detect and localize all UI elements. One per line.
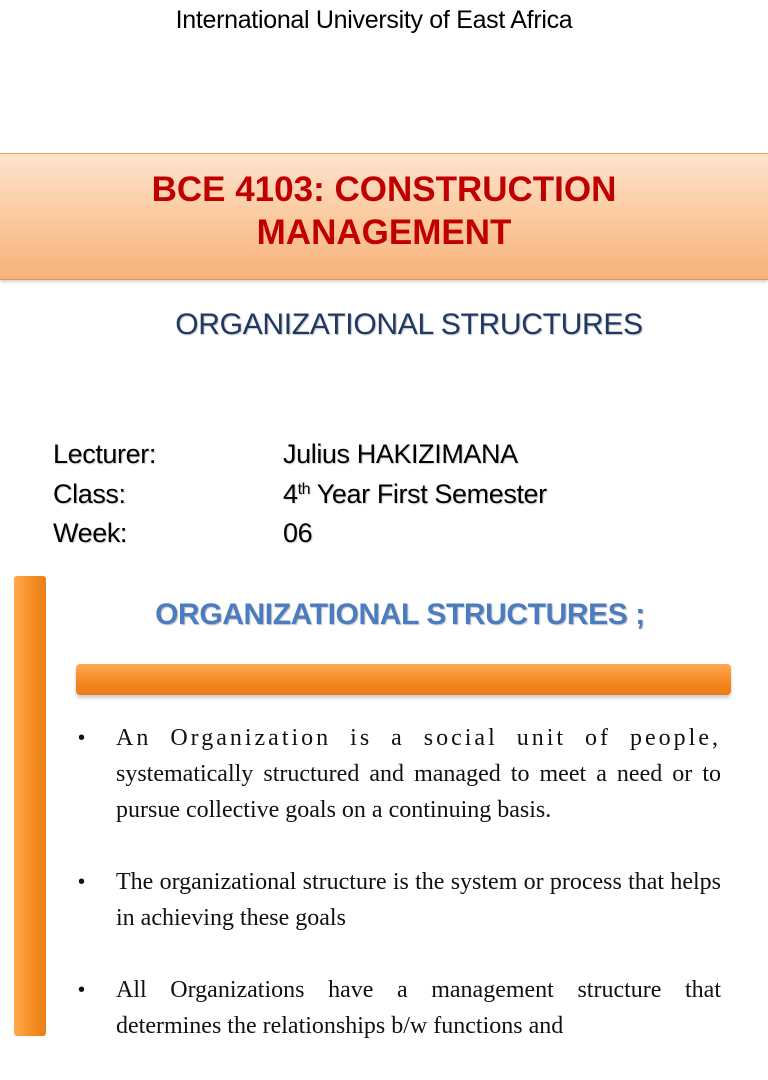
lecturer-label: Lecturer: [53,439,156,469]
week-label: Week: [53,518,128,548]
university-name: International University of East Africa [175,6,573,34]
orange-side-bar [14,576,46,1036]
bullet-1-rest: systematically structured and managed to meet a need or to pursue collective goals on a continuing basis. [116,761,721,823]
bullet-list [78,720,721,1080]
class-label: Class: [53,478,126,509]
bullet-item [78,720,721,828]
week-value: 06 [283,518,313,548]
class-value [283,476,547,512]
class-description: Year First Semester [310,478,547,509]
section-title: ORGANIZATIONAL STRUCTURES ; [155,598,645,631]
course-title [0,168,768,254]
slide-subtitle: ORGANIZATIONAL STRUCTURES [175,308,643,341]
course-title-line1: BCE 4103: CONSTRUCTION [151,170,617,209]
class-ordinal-suffix: th [297,480,311,498]
class-number: 4 [283,478,298,509]
bullet-item: • The organizational structure is the system or process that helps in achieving these goals [78,864,721,936]
lecturer-value: Julius HAKIZIMANA [283,439,518,469]
orange-divider-bar [76,664,731,695]
title-band [0,153,768,280]
course-title-line2: MANAGEMENT [256,213,512,252]
bullet-item: • All Organizations have a management structure that determines the relationships b/w functions and [78,972,721,1044]
bullet-1-start: An Organization is a social unit of people, [116,725,721,751]
